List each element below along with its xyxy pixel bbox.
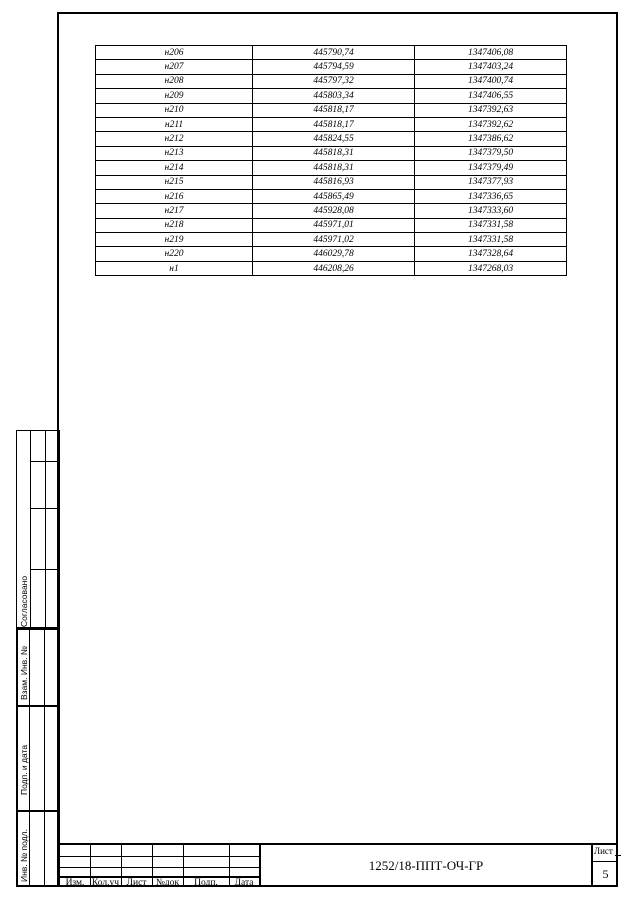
header-date: Дата xyxy=(234,878,254,888)
table-row xyxy=(96,60,567,74)
table-row xyxy=(96,189,567,203)
x-coordinate-cell: 445816,93 xyxy=(253,175,415,189)
revision-grid xyxy=(60,843,259,887)
y-coordinate-cell: 1347331,58 xyxy=(415,233,567,247)
point-id-cell: н213 xyxy=(96,146,253,160)
header-change: Изм. xyxy=(65,878,85,888)
header-signature: Подп. xyxy=(194,878,218,888)
y-coordinate-cell: 1347336,65 xyxy=(415,189,567,203)
point-id-cell: н216 xyxy=(96,189,253,203)
header-doc-number: №док xyxy=(155,878,180,888)
y-coordinate-cell: 1347379,50 xyxy=(415,146,567,160)
y-coordinate-cell: 1347377,93 xyxy=(415,175,567,189)
table-row xyxy=(96,233,567,247)
point-id-cell: н218 xyxy=(96,218,253,232)
x-coordinate-cell: 446029,78 xyxy=(253,247,415,261)
point-id-cell: н212 xyxy=(96,132,253,146)
y-coordinate-cell: 1347403,24 xyxy=(415,60,567,74)
header-sheet: Лист xyxy=(126,878,147,888)
point-id-cell: н217 xyxy=(96,204,253,218)
point-id-cell: н211 xyxy=(96,117,253,131)
x-coordinate-cell: 445797,32 xyxy=(253,74,415,88)
signature-date-label: Подп. и дата xyxy=(19,744,29,795)
point-id-cell: н219 xyxy=(96,233,253,247)
point-id-cell: н207 xyxy=(96,60,253,74)
x-coordinate-cell: 445818,17 xyxy=(253,103,415,117)
x-coordinate-cell: 445818,17 xyxy=(253,117,415,131)
y-coordinate-cell: 1347392,63 xyxy=(415,103,567,117)
table-row xyxy=(96,89,567,103)
point-id-cell: н209 xyxy=(96,89,253,103)
x-coordinate-cell: 445790,74 xyxy=(253,46,415,60)
y-coordinate-cell: 1347379,49 xyxy=(415,161,567,175)
agreement-strip xyxy=(16,430,60,628)
table-row xyxy=(96,46,567,60)
point-id-cell: н214 xyxy=(96,161,253,175)
point-id-cell: н208 xyxy=(96,74,253,88)
y-coordinate-cell: 1347392,62 xyxy=(415,117,567,131)
sheet-label: Лист xyxy=(594,846,613,856)
document-code: 1252/18-ППТ-ОЧ-ГР xyxy=(259,843,591,887)
y-coordinate-cell: 1347331,58 xyxy=(415,218,567,232)
title-block xyxy=(60,843,618,887)
y-coordinate-cell: 1347386,62 xyxy=(415,132,567,146)
point-id-cell: н210 xyxy=(96,103,253,117)
point-id-cell: н206 xyxy=(96,46,253,60)
x-coordinate-cell: 445865,49 xyxy=(253,189,415,203)
x-coordinate-cell: 445818,31 xyxy=(253,146,415,160)
point-id-cell: н1 xyxy=(96,261,253,275)
x-coordinate-cell: 445971,01 xyxy=(253,218,415,232)
x-coordinate-cell: 445824,55 xyxy=(253,132,415,146)
x-coordinate-cell: 445971,02 xyxy=(253,233,415,247)
table-row xyxy=(96,175,567,189)
y-coordinate-cell: 1347333,60 xyxy=(415,204,567,218)
x-coordinate-cell: 445818,31 xyxy=(253,161,415,175)
table-row xyxy=(96,146,567,160)
x-coordinate-cell: 445928,08 xyxy=(253,204,415,218)
table-row xyxy=(96,74,567,88)
inventory-strip xyxy=(16,628,60,887)
table-row xyxy=(96,132,567,146)
table-row xyxy=(96,204,567,218)
sheet-number: 5 xyxy=(602,867,609,881)
y-coordinate-cell: 1347328,64 xyxy=(415,247,567,261)
table-row xyxy=(96,247,567,261)
inv-original-label: Инв. № подл. xyxy=(19,829,29,882)
table-row xyxy=(96,117,567,131)
coordinates-table xyxy=(95,45,567,276)
y-coordinate-cell: 1347268,03 xyxy=(415,261,567,275)
x-coordinate-cell: 445794,59 xyxy=(253,60,415,74)
table-row xyxy=(96,218,567,232)
y-coordinate-cell: 1347406,55 xyxy=(415,89,567,103)
table-row xyxy=(96,161,567,175)
agreement-label-column xyxy=(17,431,31,627)
point-id-cell: н215 xyxy=(96,175,253,189)
x-coordinate-cell: 445803,34 xyxy=(253,89,415,103)
x-coordinate-cell: 446208,26 xyxy=(253,261,415,275)
agreement-label: Согласовано xyxy=(19,575,29,627)
header-count: Кол.уч xyxy=(91,878,120,888)
y-coordinate-cell: 1347400,74 xyxy=(415,74,567,88)
sheet-cell xyxy=(591,843,618,887)
table-row xyxy=(96,261,567,275)
table-row xyxy=(96,103,567,117)
y-coordinate-cell: 1347406,08 xyxy=(415,46,567,60)
inv-replace-label: Взам. Инв. № xyxy=(19,645,29,700)
point-id-cell: н220 xyxy=(96,247,253,261)
